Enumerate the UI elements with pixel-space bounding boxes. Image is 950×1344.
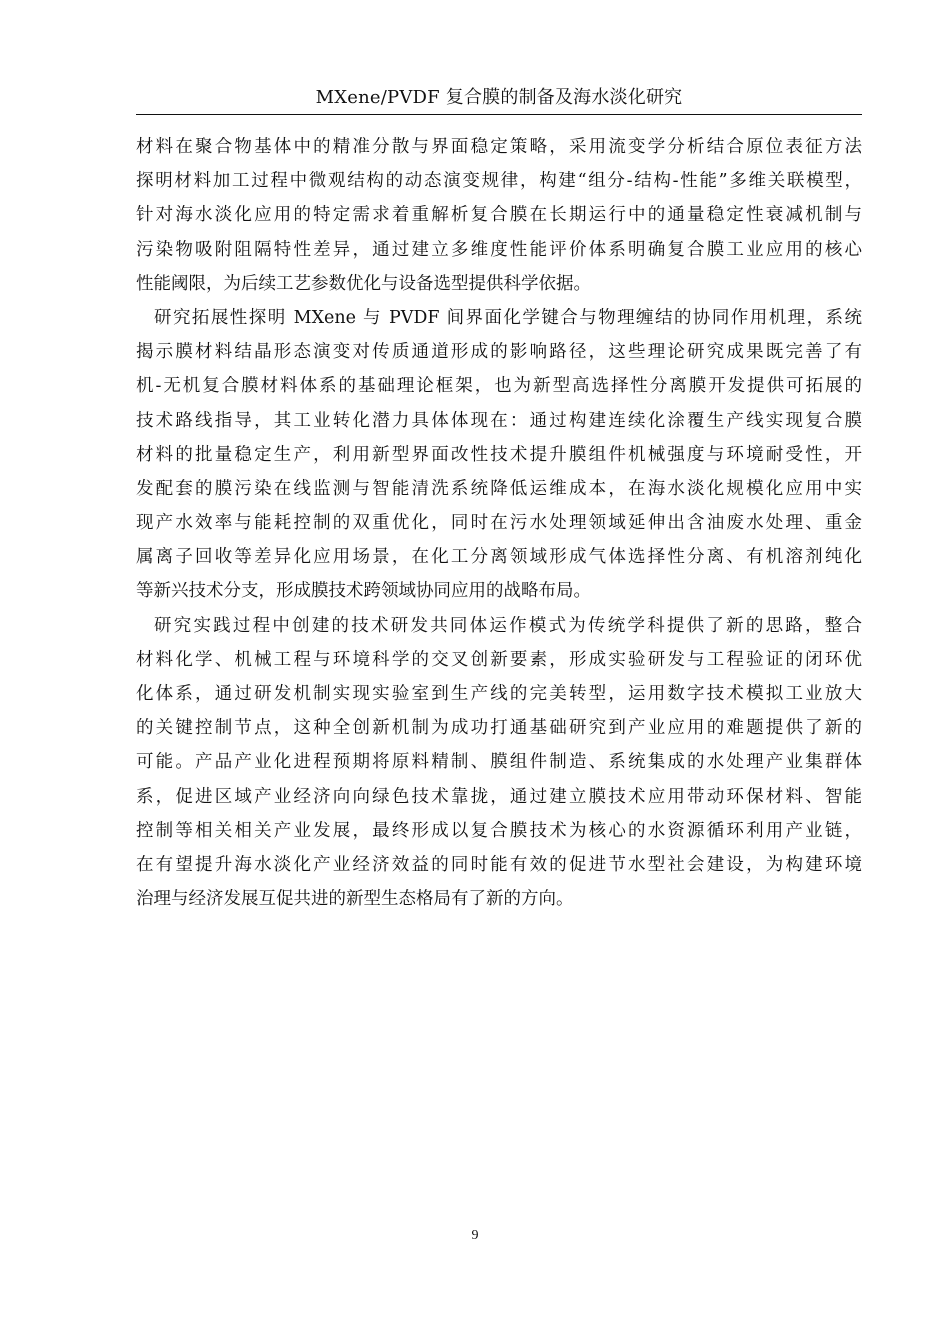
text-line: 污染物吸附阻隔特性差异，通过建立多维度性能评价体系明确复合膜工业应用的核心: [136, 239, 862, 260]
text-line: 发配套的膜污染在线监测与智能清洗系统降低运维成本，在海水淡化规模化应用中实: [136, 478, 862, 499]
text-line: 机-无机复合膜材料体系的基础理论框架，也为新型高选择性分离膜开发提供可拓展的: [136, 376, 862, 397]
text-line: 系，促进区域产业经济向向绿色技术靠拢，通过建立膜技术应用带动环保材料、智能: [136, 786, 862, 807]
text-line: 技术路线指导，其工业转化潜力具体体现在：通过构建连续化涂覆生产线实现复合膜: [136, 410, 862, 431]
text-line: 等新兴技术分支，形成膜技术跨领域协同应用的战略布局。: [136, 581, 591, 602]
running-header: [136, 84, 862, 115]
text-line: 揭示膜材料结晶形态演变对传质通道形成的影响路径，这些理论研究成果既完善了有: [136, 342, 862, 363]
text-line: 现产水效率与能耗控制的双重优化，同时在污水处理领域延伸出含油废水处理、重金: [136, 513, 862, 534]
text-line: 研究实践过程中创建的技术研发共同体运作模式为传统学科提供了新的思路，整合: [154, 615, 862, 636]
text-line: 研究拓展性探明 MXene 与 PVDF 间界面化学键合与物理缠结的协同作用机理，系统: [154, 307, 862, 328]
paragraph-2: [136, 301, 862, 609]
text-line: 材料化学、机械工程与环境科学的交叉创新要素，形成实验研发与工程验证的闭环优: [136, 649, 862, 670]
page-number: 9: [471, 1228, 479, 1243]
text-line: 可能。产品产业化进程预期将原料精制、膜组件制造、系统集成的水处理产业集群体: [136, 752, 862, 773]
header-title: MXene/PVDF 复合膜的制备及海水淡化研究: [315, 87, 683, 108]
text-line: 材料在聚合物基体中的精准分散与界面稳定策略，采用流变学分析结合原位表征方法: [136, 137, 862, 157]
text-line: 性能阈限，为后续工艺参数优化与设备选型提供科学依据。: [136, 273, 591, 294]
text-line: 属离子回收等差异化应用场景，在化工分离领域形成气体选择性分离、有机溶剂纯化: [136, 547, 862, 568]
body-text: [136, 130, 862, 916]
text-line: 控制等相关相关产业发展，最终形成以复合膜技术为核心的水资源循环利用产业链，: [136, 820, 862, 841]
text-line: 化体系，通过研发机制实现实验室到生产线的完美转型，运用数字技术模拟工业放大: [136, 684, 862, 704]
text-line: 的关键控制节点，这种全创新机制为成功打通基础研究到产业应用的难题提供了新的: [136, 718, 862, 739]
text-line: 治理与经济发展互促共进的新型生态格局有了新的方向。: [136, 889, 574, 910]
text-line: 在有望提升海水淡化产业经济效益的同时能有效的促进节水型社会建设，为构建环境: [136, 854, 862, 875]
text-line: 材料的批量稳定生产，利用新型界面改性技术提升膜组件机械强度与环境耐受性，开: [136, 444, 862, 465]
text-line: 针对海水淡化应用的特定需求着重解析复合膜在长期运行中的通量稳定性衰减机制与: [136, 205, 862, 226]
paragraph-3: [136, 609, 862, 917]
text-line: 探明材料加工过程中微观结构的动态演变规律，构建“组分-结构-性能”多维关联模型，: [136, 171, 862, 192]
paragraph-1: [136, 130, 862, 301]
